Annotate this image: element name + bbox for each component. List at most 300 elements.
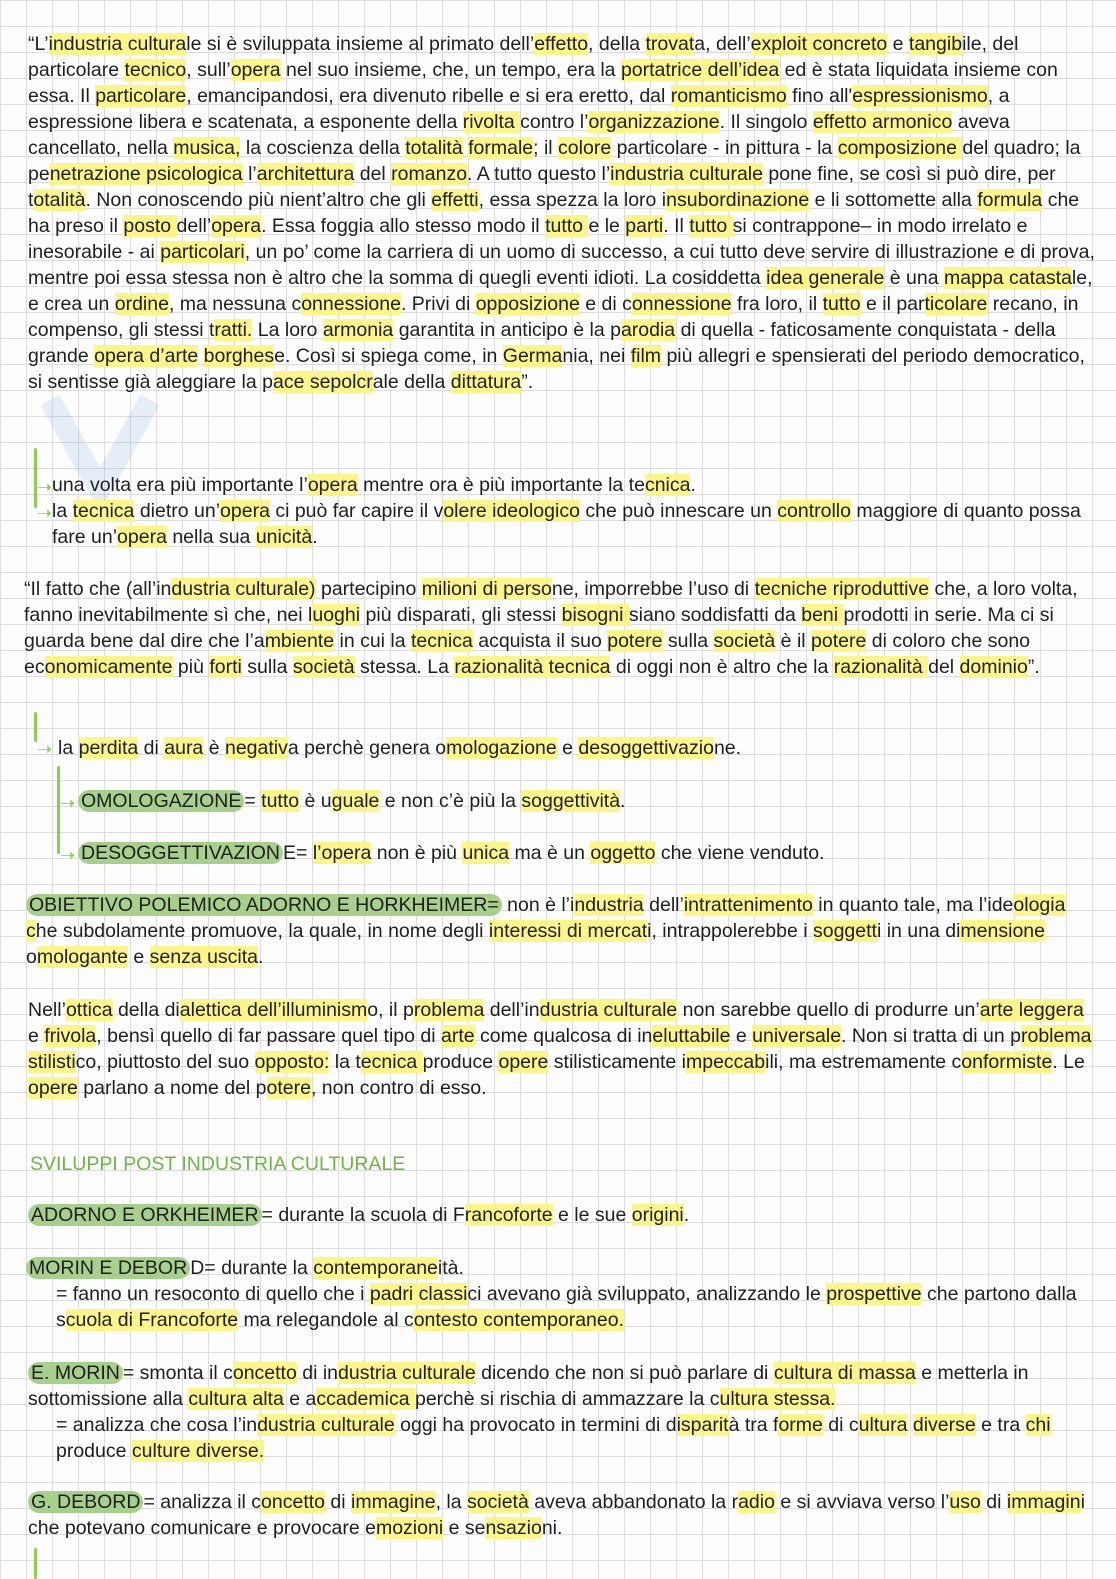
green-highlighted-term: OBIETTIVO POLEMICO ADORNO E HORKHEIMER= bbox=[26, 894, 502, 916]
obiettivo-polemico bbox=[26, 892, 1096, 970]
text-span: nel suo insieme, che, un tempo, era la bbox=[280, 59, 621, 81]
text-span: le, e crea un bbox=[28, 267, 1093, 315]
highlighted-text: tecniche riproduttive bbox=[754, 578, 930, 600]
text-span: dicendo che non si può parlare di bbox=[475, 1362, 774, 1384]
highlighted-text: ultura bbox=[858, 1414, 908, 1436]
highlighted-text: senza uscita bbox=[149, 946, 259, 968]
highlighted-text: opera bbox=[220, 500, 270, 522]
dialettica-illuminismo bbox=[28, 997, 1094, 1101]
text-span: una volta era più importante l’ bbox=[52, 474, 308, 496]
highlighted-text: mbiente bbox=[264, 630, 335, 652]
text-span: à tra f bbox=[728, 1414, 779, 1436]
highlighted-text: guale bbox=[331, 790, 380, 812]
highlighted-text: ace sepolcr bbox=[272, 371, 373, 393]
text-span: la coscienza della bbox=[240, 137, 406, 159]
text-span: più disparati, gli stessi bbox=[360, 604, 562, 626]
highlighted-text: borghes bbox=[203, 345, 275, 367]
highlighted-text: ontesto contemporaneo. bbox=[413, 1309, 625, 1331]
highlighted-text: interessi di mercat bbox=[488, 920, 648, 942]
text-span: ci può far capire il v bbox=[269, 500, 444, 522]
highlighted-text: frivola bbox=[44, 1025, 97, 1047]
text-span: . bbox=[620, 790, 626, 812]
highlighted-text: portatrice dell’idea bbox=[620, 59, 780, 81]
text-span: “L’ bbox=[28, 33, 49, 55]
highlighted-text: arte leggera bbox=[979, 999, 1084, 1021]
highlighted-text: particolare bbox=[95, 85, 187, 107]
green-highlighted-term: DESOGGETTIVAZION bbox=[78, 842, 283, 864]
text-span: = fanno un resoconto di quello che i bbox=[56, 1283, 370, 1305]
highlighted-text: bisogni bbox=[561, 604, 629, 626]
text-span: del bbox=[354, 163, 392, 185]
text-span: a, dell’ bbox=[694, 33, 751, 55]
text-span: è u bbox=[299, 790, 332, 812]
text-span: del quadro; la pe bbox=[28, 137, 1081, 185]
highlighted-text: eluttabile bbox=[652, 1025, 731, 1047]
highlighted-text: opposizione bbox=[475, 293, 580, 315]
text-span: stilisticamente i bbox=[548, 1051, 686, 1073]
text-span: = bbox=[244, 790, 262, 812]
highlighted-text: dustria culturale) bbox=[171, 578, 316, 600]
highlighted-text: negativ bbox=[224, 737, 288, 759]
text-span: recano, in compenso, gli stessi t bbox=[28, 293, 1079, 341]
text-span: di quella - faticosamente conquistata - della grande bbox=[28, 319, 1056, 367]
highlighted-text: mpeccab bbox=[685, 1051, 766, 1073]
text-span: e. Così si spiega come, in bbox=[274, 345, 503, 367]
highlighted-text: composizione bbox=[837, 137, 963, 159]
highlighted-text: ccademica bbox=[316, 1388, 415, 1410]
highlighted-text: società bbox=[713, 630, 776, 652]
highlighted-text: formula bbox=[977, 189, 1043, 211]
highlighted-text: espressionismo bbox=[852, 85, 988, 107]
highlighted-text: arodia bbox=[620, 319, 676, 341]
text-span: e metterla in sottomissione alla bbox=[28, 1362, 1029, 1410]
highlighted-text: armonia bbox=[322, 319, 394, 341]
text-span: partecipino bbox=[315, 578, 422, 600]
note-desoggettivazione bbox=[78, 840, 1098, 866]
text-span: della di bbox=[112, 999, 180, 1021]
text-span: e a bbox=[283, 1388, 317, 1410]
highlighted-text: exploit concreto bbox=[750, 33, 888, 55]
text-span: si contrappone– in modo irrelato e inesorabile - ai bbox=[28, 215, 1028, 263]
highlighted-text: effetti bbox=[431, 189, 479, 211]
text-span: in quanto tale, ma l’ide bbox=[812, 894, 1014, 916]
morin-debord bbox=[26, 1255, 1092, 1281]
text-span: e le bbox=[588, 215, 626, 237]
text-span: non è più bbox=[371, 842, 463, 864]
text-span: fino all' bbox=[786, 85, 853, 107]
highlighted-text: romanticismo bbox=[670, 85, 787, 107]
highlighted-text: totalità bbox=[405, 137, 463, 159]
text-span: perchè si rischia di ammazzare la c bbox=[414, 1388, 720, 1410]
text-span: ne. bbox=[713, 737, 742, 759]
highlighted-text: alettica dell’illuminism bbox=[179, 999, 368, 1021]
text-span: . Non si tratta di un p bbox=[841, 1025, 1021, 1047]
highlighted-text: aura bbox=[164, 737, 204, 759]
highlighted-text: industria culturale bbox=[610, 163, 763, 185]
morin-debord-note bbox=[56, 1281, 1096, 1333]
highlighted-text: l’opera bbox=[312, 842, 372, 864]
highlighted-text: perdita bbox=[78, 737, 139, 759]
text-span: oggi ha provocato in termini di d bbox=[394, 1414, 677, 1436]
quote-industria-culturale bbox=[24, 576, 1106, 680]
highlighted-text: intrattenimento bbox=[683, 894, 813, 916]
highlighted-text: cultura di massa bbox=[773, 1362, 916, 1384]
highlighted-text: uoghi bbox=[312, 604, 361, 626]
text-span: l’ bbox=[242, 163, 257, 185]
text-span: , non contro di esso. bbox=[310, 1077, 487, 1099]
text-span: dell’in bbox=[484, 999, 540, 1021]
highlighted-text: tutto bbox=[822, 293, 861, 315]
highlighted-text: società bbox=[292, 656, 355, 678]
text-span: dell’ bbox=[643, 894, 684, 916]
text-span: garantita in anticipo è la p bbox=[393, 319, 621, 341]
green-highlighted-term: G. DEBORD bbox=[28, 1491, 143, 1513]
highlighted-text: onformiste bbox=[961, 1051, 1053, 1073]
highlighted-text: unicità bbox=[255, 526, 313, 548]
text-span: . Privi di bbox=[400, 293, 476, 315]
highlighted-text: arte bbox=[441, 1025, 475, 1047]
highlighted-text: opere bbox=[28, 1077, 78, 1099]
text-span: non è l’i bbox=[501, 894, 575, 916]
highlighted-text: unica bbox=[462, 842, 510, 864]
highlighted-text: società bbox=[467, 1491, 529, 1513]
highlighted-text: olere ideologico bbox=[443, 500, 580, 522]
text-span: mentre ora è più importante la te bbox=[357, 474, 645, 496]
text-span: E= bbox=[283, 842, 313, 864]
highlighted-text: onnessione bbox=[631, 293, 732, 315]
highlighted-text: dustria culturale bbox=[338, 1362, 476, 1384]
highlighted-text: mappa catasta bbox=[944, 267, 1072, 289]
text-span: , della bbox=[588, 33, 646, 55]
highlighted-text: cnica bbox=[644, 474, 691, 496]
highlighted-text: parti bbox=[625, 215, 664, 237]
text-span: le si è sviluppata insieme al primato dell’ bbox=[186, 33, 535, 55]
arrow-icon: ➝ bbox=[37, 477, 53, 497]
text-span: . Il bbox=[663, 215, 690, 237]
highlighted-text: potere bbox=[811, 630, 867, 652]
highlighted-text: mensione bbox=[960, 920, 1045, 942]
highlighted-text: opera bbox=[117, 526, 167, 548]
highlighted-text: particolari bbox=[160, 241, 245, 263]
highlighted-text: industria cultura bbox=[48, 33, 187, 55]
text-span: di c bbox=[822, 1414, 859, 1436]
text-span: del bbox=[928, 656, 960, 678]
highlighted-text: tangib bbox=[908, 33, 963, 55]
text-span: o bbox=[26, 946, 37, 968]
text-span: . Non conoscendo più nient’altro che gli bbox=[85, 189, 432, 211]
highlighted-text: razionalità bbox=[833, 656, 929, 678]
text-span bbox=[198, 345, 203, 367]
highlighted-text: potere bbox=[607, 630, 663, 652]
highlighted-text: dominio bbox=[959, 656, 1028, 678]
highlighted-text: immagin bbox=[1006, 1491, 1081, 1513]
text-span: . A tutto questo l’ bbox=[467, 163, 611, 185]
text-span: Nell’ bbox=[28, 999, 66, 1021]
text-span: più bbox=[172, 656, 210, 678]
highlighted-text: desoggettivazio bbox=[578, 737, 714, 759]
text-span: ni. bbox=[541, 1517, 563, 1539]
text-span: che partono dalla s bbox=[56, 1283, 1077, 1331]
text-span: e bbox=[556, 737, 579, 759]
highlighted-text: padri classi bbox=[369, 1283, 468, 1305]
highlighted-text: beni bbox=[801, 604, 844, 626]
text-span: ile, del particolare bbox=[28, 33, 1019, 81]
g-debord bbox=[28, 1489, 1094, 1541]
highlighted-text: otalità bbox=[33, 189, 86, 211]
highlighted-text: ologia c bbox=[26, 894, 1066, 942]
text-span: dietro un’ bbox=[134, 500, 221, 522]
highlighted-text: isparit bbox=[676, 1414, 729, 1436]
text-span: sulla bbox=[662, 630, 714, 652]
highlighted-text: onnessione bbox=[301, 293, 401, 315]
text-span: acquista il suo bbox=[472, 630, 608, 652]
text-span: produce bbox=[422, 1051, 499, 1073]
text-span: siano soddisfatti da bbox=[628, 604, 802, 626]
text-span: . Le bbox=[1052, 1051, 1085, 1073]
text-span: e il par bbox=[860, 293, 925, 315]
text-span: La loro bbox=[252, 319, 323, 341]
text-span: fra loro, il bbox=[731, 293, 823, 315]
text-span: che ha preso il bbox=[28, 189, 1080, 237]
highlighted-text: architettura bbox=[256, 163, 355, 185]
text-span: aveva abbandonato la r bbox=[528, 1491, 739, 1513]
text-span: , essa spezza la loro i bbox=[478, 189, 667, 211]
text-span: la bbox=[52, 500, 73, 522]
highlighted-text: formale bbox=[468, 137, 534, 159]
text-span: , a espressione libera e scatenata, a esponente della bbox=[28, 85, 1010, 133]
note-bracket-2 bbox=[34, 712, 37, 742]
text-span: e bbox=[127, 946, 150, 968]
highlighted-text: dittatura bbox=[450, 371, 522, 393]
highlighted-text: netrazione psicologica bbox=[49, 163, 243, 185]
text-span: . bbox=[258, 946, 264, 968]
text-span: . bbox=[683, 1204, 690, 1226]
note-bracket-4 bbox=[34, 1548, 37, 1579]
text-span: parlano a nome del p bbox=[77, 1077, 267, 1099]
text-span: e li sottomette alla bbox=[809, 189, 978, 211]
text-span: a perchè genera o bbox=[287, 737, 447, 759]
highlighted-text: origini bbox=[631, 1204, 684, 1226]
highlighted-text: trovat bbox=[645, 33, 695, 55]
highlighted-text: tutto bbox=[261, 790, 300, 812]
text-span: co, piuttosto del suo bbox=[75, 1051, 255, 1073]
text-span: e se bbox=[443, 1517, 486, 1539]
highlighted-text: cultura alta bbox=[188, 1388, 284, 1410]
highlighted-text: razionalità tecnica bbox=[454, 656, 611, 678]
highlighted-text: oncetto bbox=[261, 1491, 326, 1513]
highlighted-text: oncetto bbox=[232, 1362, 297, 1384]
arrow-icon: ➝ bbox=[37, 739, 53, 759]
highlighted-text: ndustria bbox=[574, 894, 644, 916]
text-span: prodotti in serie. Ma ci si guarda bene dal dire che l’a bbox=[24, 604, 1054, 652]
text-span: nia, nei bbox=[562, 345, 631, 367]
quote-adorno-horkheimer bbox=[28, 31, 1096, 395]
green-highlighted-term: OMOLOGAZIONE bbox=[78, 790, 244, 812]
text-span: i in una di bbox=[876, 920, 961, 942]
text-span: ed è stata liquidata insieme con essa. Il bbox=[28, 59, 1058, 107]
text-span: i che potevano comunicare e provocare e bbox=[28, 1491, 1085, 1539]
highlighted-text: tecnica bbox=[72, 500, 135, 522]
highlighted-text: mologazione bbox=[446, 737, 557, 759]
text-span: produce bbox=[56, 1440, 132, 1462]
highlighted-text: onomicamente bbox=[44, 656, 173, 678]
arrow-icon: ➝ bbox=[37, 503, 53, 523]
highlighted-text: rivolta bbox=[462, 111, 521, 133]
text-span: o, il p bbox=[367, 999, 414, 1021]
highlighted-text: organizzazione bbox=[588, 111, 720, 133]
text-span: = smonta il c bbox=[122, 1362, 233, 1384]
highlighted-text: dustria culturale bbox=[257, 1414, 395, 1436]
highlighted-text: prospettive bbox=[826, 1283, 922, 1305]
text-span: aveva cancellato, nella bbox=[28, 111, 1010, 159]
highlighted-text: tutto bbox=[689, 215, 733, 237]
highlighted-text: mozioni bbox=[375, 1517, 444, 1539]
text-span: D= durante la bbox=[190, 1257, 314, 1279]
text-span: ”. bbox=[521, 371, 534, 393]
highlighted-text: controllo bbox=[777, 500, 851, 522]
text-span: ; il bbox=[533, 137, 559, 159]
text-span: e bbox=[730, 1025, 753, 1047]
highlighted-text: universale bbox=[752, 1025, 842, 1047]
highlighted-text: film bbox=[630, 345, 662, 367]
text-span: contro l’ bbox=[520, 111, 589, 133]
highlighted-text: effetto bbox=[534, 33, 589, 55]
text-span: pone fine, se così si può dire, per t bbox=[28, 163, 1056, 211]
arrow-icon: ➝ bbox=[60, 845, 76, 865]
note-perdita-aura bbox=[58, 735, 1098, 761]
note-tecnica-opera bbox=[52, 498, 1092, 550]
highlighted-text: uso bbox=[949, 1491, 981, 1513]
text-span: , ma nessuna c bbox=[168, 293, 302, 315]
text-span: in cui la bbox=[334, 630, 412, 652]
text-span: , un po’ come la carriera di un uomo di successo, a cui tutto deve servire di illustrazione e di prova, mentre poi essa stessa non è altro che la somma di quegli eventi idioti. La cosiddetta bbox=[28, 241, 1095, 289]
text-span: che, a loro volta, fanno inevitabilmente sì che, nei l bbox=[24, 578, 1078, 626]
text-span: maggiore di quanto possa fare un’ bbox=[52, 500, 1081, 548]
highlighted-text: contemporane bbox=[313, 1257, 438, 1279]
highlighted-text: opera bbox=[307, 474, 358, 496]
text-span: particolare - in pittura - la bbox=[611, 137, 838, 159]
text-span: più allegri e spensierati del periodo democratico, si sentisse già aleggiare la p bbox=[28, 345, 1085, 393]
highlighted-text: ratti. bbox=[214, 319, 253, 341]
highlighted-text: rancoforte bbox=[464, 1204, 553, 1226]
highlighted-text: opere bbox=[498, 1051, 549, 1073]
highlighted-text: ecnica bbox=[360, 1051, 423, 1073]
highlighted-text: ordine bbox=[114, 293, 169, 315]
highlighted-text: romanzo bbox=[391, 163, 468, 185]
text-span: la t bbox=[329, 1051, 361, 1073]
text-span: , emancipandosi, era divenuto ribelle e si era eretto, dal bbox=[186, 85, 671, 107]
text-span: sulla bbox=[241, 656, 293, 678]
text-span: di in bbox=[296, 1362, 339, 1384]
green-highlighted-term: MORIN E DEBOR bbox=[26, 1257, 190, 1279]
text-span: ”. bbox=[1027, 656, 1040, 678]
highlighted-text: posto bbox=[123, 215, 177, 237]
text-span: di coloro che sono ec bbox=[24, 630, 1031, 678]
highlighted-text: idea generale bbox=[766, 267, 885, 289]
highlighted-text: culture diverse. bbox=[131, 1440, 265, 1462]
green-highlighted-term: E. MORIN bbox=[28, 1362, 123, 1384]
text-span: = analizza il c bbox=[143, 1491, 262, 1513]
section-title: SVILUPPI POST INDUSTRIA CULTURALE bbox=[30, 1153, 406, 1175]
text-span: è bbox=[203, 737, 225, 759]
text-span: che viene venduto. bbox=[655, 842, 825, 864]
highlighted-text: adio bbox=[738, 1491, 775, 1513]
text-span: non sarebbe quello di produrre un’ bbox=[677, 999, 980, 1021]
highlighted-text: oggetto bbox=[590, 842, 656, 864]
highlighted-text: soggettività bbox=[521, 790, 621, 812]
green-highlighted-term: ADORNO E ORKHEIMER bbox=[28, 1204, 262, 1226]
text-span: è il bbox=[775, 630, 812, 652]
highlighted-text: tecnica bbox=[411, 630, 473, 652]
e-morin bbox=[28, 1360, 1094, 1412]
highlighted-text: opera d’arte bbox=[94, 345, 199, 367]
highlighted-text: opera bbox=[230, 59, 281, 81]
highlighted-text: musica, bbox=[173, 137, 241, 159]
text-span: ma relegandole al c bbox=[238, 1309, 414, 1331]
highlighted-text: milioni di perso bbox=[421, 578, 552, 600]
highlighted-text: nsubordinazione bbox=[666, 189, 810, 211]
highlighted-text: otere bbox=[266, 1077, 311, 1099]
highlighted-text: mologante bbox=[36, 946, 128, 968]
highlighted-text: tecnico bbox=[124, 59, 187, 81]
text-span: he subdolamente promuove, la quale, in nome degli bbox=[35, 920, 489, 942]
highlighted-text: orme bbox=[778, 1414, 823, 1436]
text-span: . Il singolo bbox=[719, 111, 813, 133]
text-span: , bensì quello di far passare quel tipo di bbox=[96, 1025, 442, 1047]
text-span: ità. bbox=[437, 1257, 464, 1279]
text-span: . bbox=[690, 474, 696, 496]
text-span: e di c bbox=[579, 293, 632, 315]
highlighted-text: dustria culturale bbox=[539, 999, 678, 1021]
text-span: ma è un bbox=[509, 842, 591, 864]
text-span: e non c’è più la bbox=[379, 790, 522, 812]
highlighted-text: nsazio bbox=[485, 1517, 542, 1539]
text-span: dell’ bbox=[176, 215, 212, 237]
text-span: di bbox=[138, 737, 165, 759]
text-span: “Il fatto che (all’in bbox=[24, 578, 172, 600]
highlighted-text: soggett bbox=[812, 920, 877, 942]
highlighted-text: ottica bbox=[65, 999, 113, 1021]
text-span: nella sua bbox=[166, 526, 256, 548]
adorno-orkheimer bbox=[28, 1202, 1094, 1228]
text-span: ale della bbox=[372, 371, 451, 393]
note-omologazione bbox=[78, 788, 1098, 814]
highlighted-text: effetto armonico bbox=[812, 111, 953, 133]
highlighted-text: roblema stilisti bbox=[28, 1025, 1092, 1073]
text-span: e le sue bbox=[552, 1204, 632, 1226]
text-span: , sull’ bbox=[186, 59, 231, 81]
highlighted-text: opera bbox=[211, 215, 262, 237]
highlighted-text: chi bbox=[1025, 1414, 1051, 1436]
text-span: = durante la scuola di F bbox=[261, 1204, 465, 1226]
text-span: . bbox=[312, 526, 318, 548]
text-span: ili, ma estremamente c bbox=[765, 1051, 962, 1073]
text-span: e bbox=[887, 33, 909, 55]
highlighted-text: immagine bbox=[351, 1491, 436, 1513]
text-span: e si avviava verso l’ bbox=[774, 1491, 950, 1513]
highlighted-text: colore bbox=[558, 137, 612, 159]
note-opera-tecnica bbox=[52, 472, 1092, 498]
text-span: . Essa foggia allo stesso modo il bbox=[261, 215, 546, 237]
highlighted-text: cuola di Francoforte bbox=[65, 1309, 239, 1331]
text-span: e bbox=[28, 1025, 45, 1047]
highlighted-text: roblema bbox=[413, 999, 485, 1021]
highlighted-text: forti bbox=[209, 656, 242, 678]
text-span: stessa. La bbox=[354, 656, 455, 678]
text-span: = analizza che cosa l’in bbox=[56, 1414, 258, 1436]
highlighted-text: ticolare bbox=[924, 293, 988, 315]
text-span: , la bbox=[435, 1491, 468, 1513]
